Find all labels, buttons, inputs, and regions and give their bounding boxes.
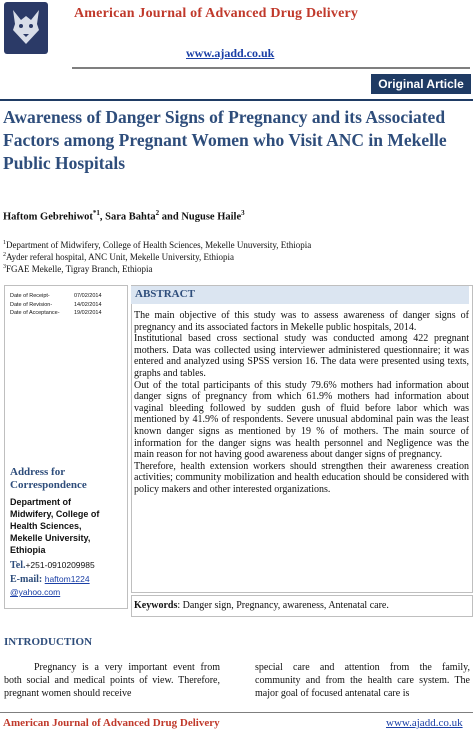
keywords-label: Keywords [134, 600, 178, 611]
affiliation-mark: 2 [3, 252, 6, 258]
paper-title: Awareness of Danger Signs of Pregnancy and its Associated Factors among Pregnant Women who Visit ANC in Mekelle Public Hospitals [3, 107, 447, 173]
journal-title: American Journal of Advanced Drug Delivery [74, 6, 359, 21]
body-column-left [4, 661, 220, 701]
abstract-body [134, 310, 469, 496]
tel-value: +251-0910209985 [25, 560, 95, 570]
address-line: Health Sciences, [10, 521, 82, 531]
tel-label: Tel. [10, 560, 26, 571]
author-name: Nuguse Haile [181, 211, 242, 223]
author-affiliation-mark: *1 [92, 209, 100, 217]
email [10, 573, 90, 599]
introduction-heading: INTRODUCTION [4, 636, 93, 648]
title-divider [0, 99, 473, 101]
author-name: Sara Bahta [105, 211, 156, 223]
abstract-paragraph: The main objective of this study was to assess awareness of danger signs of pregnancy and its associated factors in Mekelle public hospitals, 2014. [134, 310, 469, 333]
footer-journal-title: American Journal of Advanced Drug Delivery [3, 717, 220, 729]
journal-url-link[interactable]: www.ajadd.co.uk [186, 46, 275, 60]
header-divider [72, 67, 470, 69]
keywords [134, 600, 389, 611]
author-affiliation-mark: 3 [241, 209, 245, 217]
affiliation-mark: 3 [3, 264, 6, 270]
footer-url-link[interactable]: www.ajadd.co.uk [386, 717, 463, 729]
correspondence-heading-line: Address for [10, 466, 66, 478]
abstract-header [131, 286, 469, 304]
date-value: 14/02/2014 [74, 301, 102, 308]
wolf-emblem-icon [9, 6, 43, 51]
abstract-paragraph: Institutional based cross sectional study was conducted among 422 pregnant mothers. Data was collected using interviewer administered questionnaire; it was entered and analyzed using SPSS version 16. The data were presented using texts, graphs and tables. [134, 333, 469, 379]
address-line: Midwifery, College of [10, 509, 100, 519]
keywords-text: : Danger sign, Pregnancy, awareness, Antenatal care. [177, 600, 389, 611]
email-link[interactable]: @yahoo.com [10, 587, 61, 597]
author-affiliation-mark: 2 [155, 209, 160, 217]
article-dates [10, 292, 102, 318]
affiliation-line [3, 261, 152, 275]
email-link[interactable]: haftom1224 [44, 574, 90, 584]
affiliation-text: FGAE Mekelle, Tigray Branch, Ethiopia [6, 264, 153, 274]
address-line: Department of [10, 497, 72, 507]
affiliation-text: Ayder referal hospital, ANC Unit, Mekelle University, Ethiopia [6, 252, 235, 262]
abstract-heading: ABSTRACT [135, 288, 195, 300]
correspondence-heading-line: Correspondence [10, 479, 87, 491]
author-separator: and [159, 211, 182, 223]
article-type-badge: Original Article [371, 74, 471, 94]
correspondence-heading [10, 466, 87, 492]
date-row [10, 301, 102, 310]
email-label: E-mail: [10, 574, 43, 585]
date-value: 19/02/2014 [74, 310, 102, 316]
date-row [10, 309, 102, 318]
date-label: Date of Revision- [10, 301, 53, 308]
correspondence-address [10, 496, 128, 556]
author-separator: , [99, 211, 106, 223]
date-label: Date of Receipt- [10, 293, 50, 299]
date-label: Date of Acceptance- [10, 310, 60, 316]
author-name: Haftom Gebrehiwot [3, 211, 93, 223]
date-value: 07/02/2014 [74, 293, 102, 299]
body-paragraph: special care and attention from the family, community and from the health care system. The major goal of focused antenatal care is [255, 662, 470, 700]
body-paragraph: Pregnancy is a very important event from both social and medical points of view. Therefore, pregnant women should receive [4, 662, 220, 700]
address-line: Mekelle University, [10, 533, 91, 543]
affiliation-mark: 1 [3, 240, 6, 246]
abstract-paragraph: Out of the total participants of this study 79.6% mothers had information about danger signs of pregnancy from which 61.9% mothers had information about vaginal bleeding followed by sudden gush of fluid before labor which was mentioned by 41.9% of respondents. Severe unusual abdominal pain was the least known danger signs as mentioned by 19 % of mothers. The main source of information for the danger signs was health personnel and Negligence was the main reason for not having good awareness about danger signs of pregnancy. [134, 379, 469, 461]
body-column-right [255, 661, 470, 701]
address-line: Ethiopia [10, 545, 46, 555]
date-row [10, 292, 102, 301]
abstract-paragraph: Therefore, health extension workers should strengthen their awareness creation activities; community mobilization and health education should be considered with policy makers and other interested organizations. [134, 460, 469, 495]
footer-divider [0, 712, 473, 713]
affiliation-text: Department of Midwifery, College of Health Sciences, Mekelle Unuversity, Ethiopia [6, 240, 312, 250]
author-list [3, 209, 245, 223]
telephone [10, 559, 95, 572]
journal-logo [4, 2, 48, 54]
